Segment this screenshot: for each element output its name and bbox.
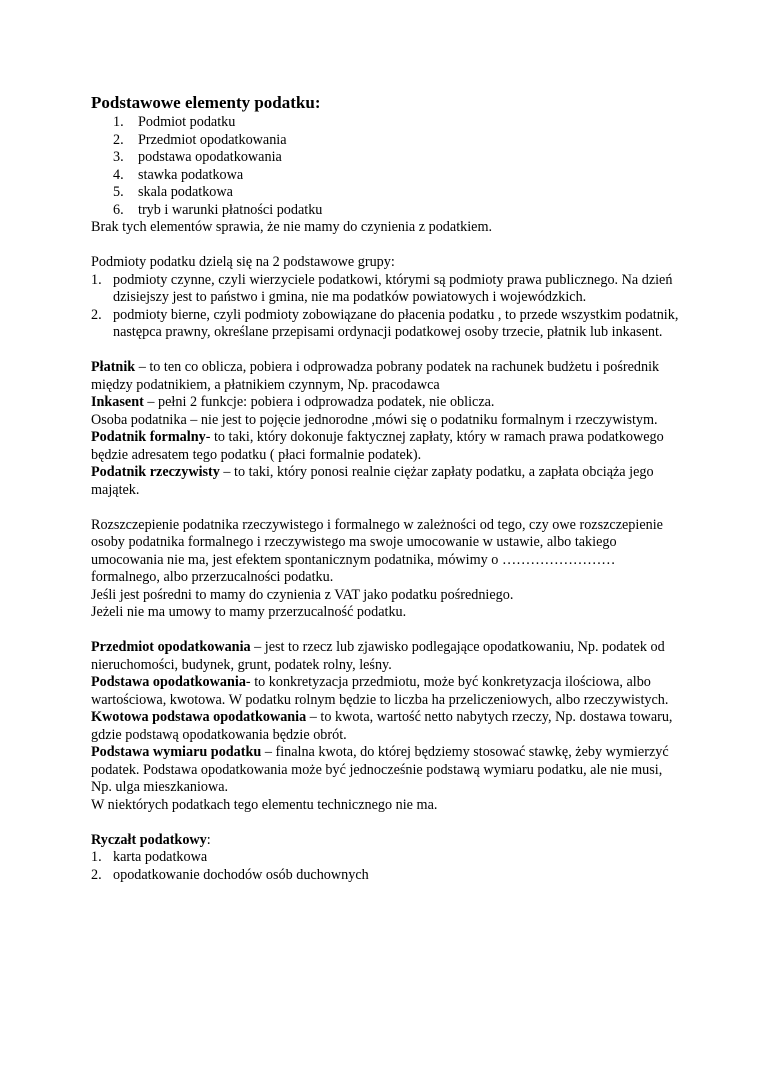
paragraph-podstawa: Podstawa opodatkowania- to konkretyzacja przedmiotu, może być konkretyzacja ilościowa, albo wartościowa, kwotowa. W podatku rolnym będzie to liczba ha przeliczeniowych, albo rzeczywistych. — [91, 674, 669, 708]
paragraph-podmioty: Podmioty podatku dzielą się na 2 podstawowe grupy: — [91, 254, 395, 270]
paragraph-formalny: Podatnik formalny- to taki, który dokonuje faktycznej zapłaty, który w ramach prawa podatkowego będzie adresatem tego podatku ( płaci formalnie podatek). — [91, 429, 664, 463]
paragraph-jezeli: Jeżeli nie ma umowy to mamy przerzucalność podatku. — [91, 604, 407, 620]
list-item: 6. tryb i warunki płatności podatku — [113, 201, 323, 218]
term-ryczalt: Ryczałt podatkowy — [91, 831, 207, 848]
paragraph-wymiar: Podstawa wymiaru podatku – finalna kwota, do której będziemy stosować stawkę, żeby wymierzyć podatek. Podstawa opodatkowania może być jednocześnie podstawą wymiaru podatku, ale nie musi, Np. ulga mieszkaniowa. — [91, 744, 669, 795]
list-item: 2. Przedmiot opodatkowania — [113, 131, 287, 148]
term-platnik: Płatnik — [91, 359, 136, 375]
list-item: 1. Podmiot podatku — [113, 114, 236, 130]
term-przedmiot: Przedmiot opodatkowania — [91, 639, 251, 655]
paragraph-jesli: Jeśli jest pośredni to mamy do czynienia z VAT jako podatku pośredniego. — [91, 586, 514, 603]
paragraph-rozszczepienie: Rozszczepienie podatnika rzeczywistego i formalnego w zależności od tego, czy owe rozszczepienie osoby podatnika formalnego i rzeczywistego ma swoje umocowanie w ustawie, albo takiego umocowania nie ma, jest efektem spontanicznym podatnika, mówimy o ……………………formalnego, albo przerzucalności podatku. — [91, 516, 663, 585]
document-page — [91, 92, 681, 884]
term-podstawa: Podstawa opodatkowania — [91, 674, 246, 690]
paragraph-brak: Brak tych elementów sprawia, że nie mamy do czynienia z podatkiem. — [91, 219, 493, 235]
term-wymiar: Podstawa wymiaru podatku — [91, 744, 262, 760]
paragraph-platnik: Płatnik – to ten co oblicza, pobiera i odprowadza pobrany podatek na rachunek budżetu i pośrednik między podatnikiem, a płatnikiem czynnym, Np. pracodawca — [91, 359, 660, 393]
page-title: Podstawowe elementy podatku: — [91, 93, 321, 112]
list-item: 2. podmioty bierne, czyli podmioty zobowiązane do płacenia podatku , to przede wszystkim podatnik, następca prawny, określane przepisami ordynacji podatkowej osoby trzecie, płatnik lub inkasent. — [91, 306, 679, 340]
term-formalny: Podatnik formalny — [91, 429, 206, 445]
list-item: 2. opodatkowanie dochodów osób duchownych — [91, 866, 369, 883]
paragraph-niektorych: W niektórych podatkach tego elementu technicznego nie ma. — [91, 796, 438, 813]
list-item: 3. podstawa opodatkowania — [113, 149, 282, 165]
paragraph-kwotowa: Kwotowa podstawa opodatkowania – to kwota, wartość netto nabytych rzeczy, Np. dostawa towaru, gdzie podstawą opodatkowania będzie obrót. — [91, 709, 673, 743]
list-item: 4. stawka podatkowa — [113, 166, 244, 183]
podmioty-list — [91, 272, 681, 342]
term-inkasent: Inkasent — [91, 394, 144, 410]
list-item: 1. podmioty czynne, czyli wierzyciele podatkowi, którymi są podmioty prawa publicznego. Na dzień dzisiejszy jest to państwo i gmina, nie ma podatków powiatowych i wojewódzkich. — [91, 271, 673, 305]
paragraph-przedmiot: Przedmiot opodatkowania – jest to rzecz lub zjawisko podlegające opodatkowaniu, Np. podatek od nieruchomości, budynek, grunt, podatek rolny, leśny. — [91, 639, 665, 673]
paragraph-osoba: Osoba podatnika – nie jest to pojęcie jednorodne ,mówi się o podatniku formalnym i rzeczywistym. — [91, 411, 658, 428]
term-kwotowa: Kwotowa podstawa opodatkowania — [91, 709, 307, 725]
list-item: 1. karta podatkowa — [91, 849, 208, 865]
ryczalt-list — [91, 849, 681, 884]
paragraph-ryczalt: Ryczałt podatkowy: — [91, 831, 211, 848]
list-item: 5. skala podatkowa — [113, 184, 233, 200]
paragraph-rzeczywisty: Podatnik rzeczywisty – to taki, który ponosi realnie ciężar zapłaty podatku, a zapłata obciąża jego majątek. — [91, 464, 654, 498]
term-rzeczywisty: Podatnik rzeczywisty — [91, 464, 220, 480]
elements-list — [91, 114, 681, 219]
paragraph-inkasent: Inkasent – pełni 2 funkcje: pobiera i odprowadza podatek, nie oblicza. — [91, 394, 495, 410]
